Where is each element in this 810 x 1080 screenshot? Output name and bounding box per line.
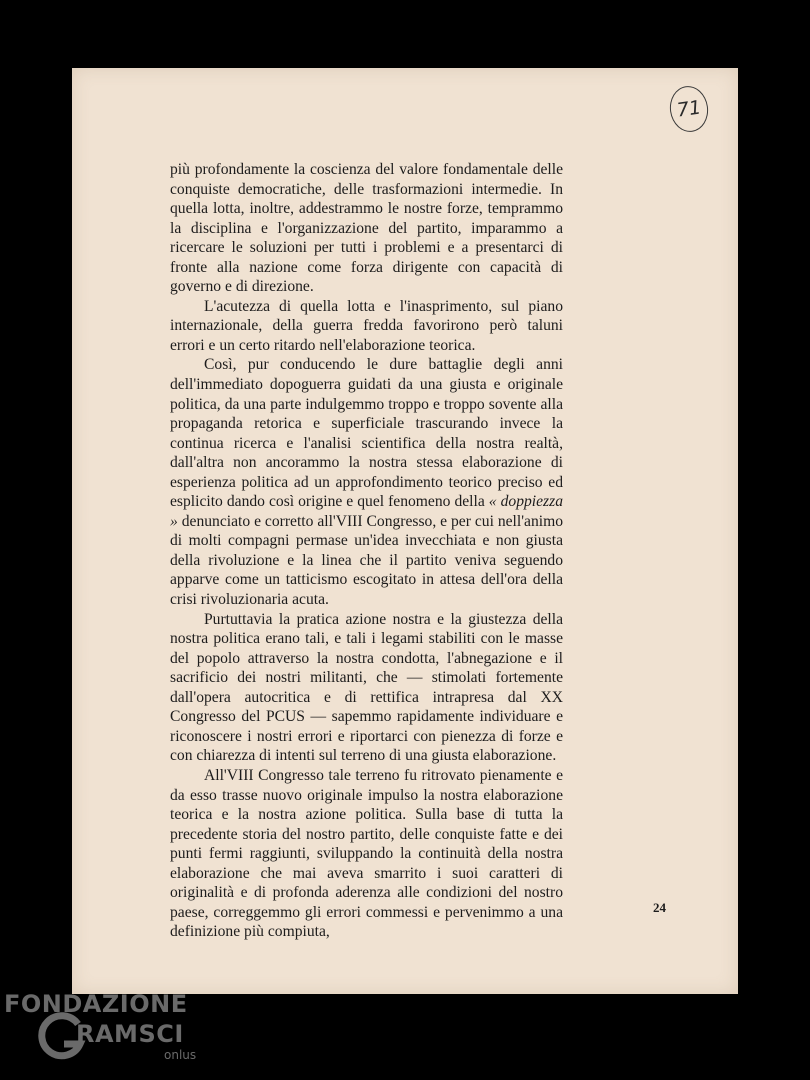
page-number: 24 xyxy=(653,900,666,915)
doppiezza-emphasis: « doppiezza » xyxy=(170,493,563,530)
paragraph-3 xyxy=(170,355,563,609)
body-text xyxy=(170,160,563,942)
paragraph-3-end: denunciato e corretto all'VIII Congresso, e per cui nell'animo di molti compagni permase un'idea invecchiata e non giusta della rivoluzione e la linea che il partito veniva seguendo apparve come un tatticismo escogitato in attesa dell'ora della crisi rivoluzionaria acuta. xyxy=(170,512,563,609)
fondazione-gramsci-watermark xyxy=(4,990,204,1070)
paragraph-4: Purtuttavia la pratica azione nostra e la giustezza della nostra politica erano tali, e tali i legami stabiliti con le masse del popolo attraverso la nostra condotta, l'abnegazione e il sacrificio dei nostri militanti, che — stimolati fortemente dall'opera autocritica e di rettifica intrapresa dal XX Congresso del PCUS — sapemmo rapidamente individuare e riconoscere i nostri errori e riportarci con pienezza di forze e con chiarezza di intenti sul terreno di una giusta elaborazione. xyxy=(170,610,563,765)
paragraph-5: All'VIII Congresso tale terreno fu ritrovato pienamente e da esso trasse nuovo originale impulso la nostra elaborazione teorica e la nostra azione politica. Sulla base di tutta la precedente storia del nostro partito, delle conquiste fatte e dei punti fermi raggiunti, sviluppando la continuità della nostra elaborazione che mai aveva smarrito i suoi caratteri di originalità e di profonda aderenza alle condizioni del nostro paese, correggemmo gli errori commessi e pervenimmo a una definizione più compiuta, xyxy=(170,766,563,941)
archive-number: 71 xyxy=(675,96,703,122)
paragraph-1: più profondamente la coscienza del valore fondamentale delle conquiste democratiche, delle trasformazioni intermedie. In quella lotta, inoltre, addestrammo le nostre forze, temprammo la disciplina e l'organizzazione del partito, imparammo a ricercare le soluzioni per tutti i problemi e a presentarci di fronte alla nazione come forza dirigente con capacità di governo e di direzione. xyxy=(170,161,563,296)
paragraph-3-start: Così, pur conducendo le dure battaglie degli anni dell'immediato dopoguerra guidati da una giusta e originale politica, da una parte indulgemmo troppo e troppo sovente alla propaganda retorica e superficiale trascurando invece la continua ricerca e l'analisi scientifica della nostra realtà, dall'altra non ancorammo la nostra stessa elaborazione di esperienza politica ad un approfondimento teorico preciso ed esplicito dando così origine e quel fenomeno della xyxy=(170,356,563,511)
watermark-line-1: FONDAZIONE xyxy=(4,990,188,1018)
watermark-line-3: onlus xyxy=(164,1048,197,1062)
paragraph-2: L'acutezza di quella lotta e l'inasprimento, sul piano internazionale, della guerra fredda favorirono però taluni errori e un certo ritardo nell'elaborazione teorica. xyxy=(170,297,563,354)
watermark-line-2: RAMSCI xyxy=(76,1020,184,1048)
